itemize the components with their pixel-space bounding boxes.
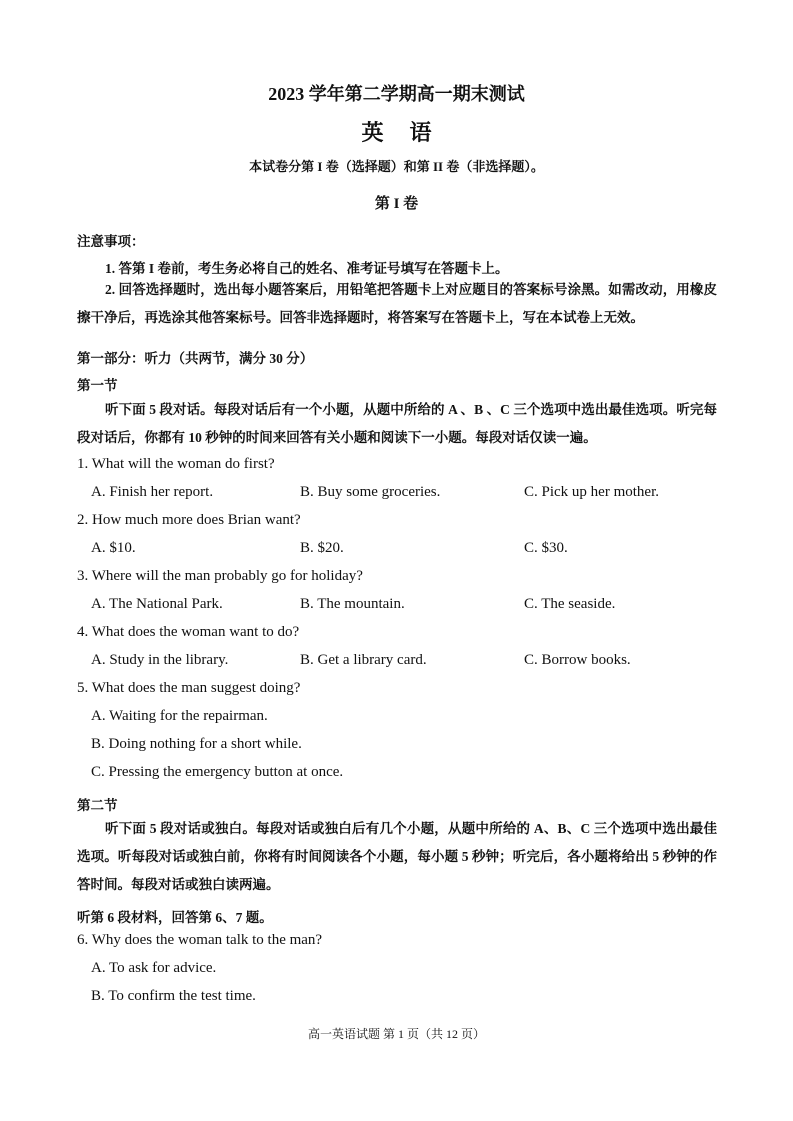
notice-heading: 注意事项： <box>77 234 145 249</box>
q6-option-b: B. To confirm the test time. <box>91 988 256 1004</box>
exam-title: 2023 学年第二学期高一期末测试 <box>268 84 525 104</box>
q5-option-c: C. Pressing the emergency button at once. <box>91 764 344 780</box>
q1-option-a: A. Finish her report. <box>91 484 214 500</box>
question-2: 2. How much more does Brian want? <box>77 512 301 528</box>
section1-instructions: 听下面 5 段对话。每段对话后有一个小题，从题中所给的 A 、B 、C 三个选项中选出最佳选项。听完每段对话后，你都有 10 秒钟的时间来回答有关小题和阅读下一小题。每段对话仅读一遍。 <box>77 402 717 445</box>
part1-heading: 第一部分：听力（共两节，满分 30 分） <box>77 351 314 366</box>
notice-item-1: 1. 答第 I 卷前，考生务必将自己的姓名、准考证号填写在答题卡上。 <box>105 261 509 276</box>
q1-option-b: B. Buy some groceries. <box>300 484 441 500</box>
q2-option-b: B. $20. <box>300 540 344 556</box>
section2-heading: 第二节 <box>77 798 118 813</box>
q5-option-b: B. Doing nothing for a short while. <box>91 736 302 752</box>
question-3: 3. Where will the man probably go for holiday? <box>77 568 363 584</box>
q6-option-a: A. To ask for advice. <box>91 960 217 976</box>
q3-option-b: B. The mountain. <box>300 596 405 612</box>
q3-option-a: A. The National Park. <box>91 596 223 612</box>
paper-structure-note: 本试卷分第 I 卷（选择题）和第 II 卷（非选择题）。 <box>249 159 544 174</box>
q4-option-b: B. Get a library card. <box>300 652 427 668</box>
page-footer: 高一英语试题 第 1 页（共 12 页） <box>307 1027 485 1041</box>
material-6-note: 听第 6 段材料，回答第 6、7 题。 <box>77 910 273 925</box>
volume-heading: 第 I 卷 <box>374 196 419 212</box>
section1-heading: 第一节 <box>77 378 118 393</box>
question-6: 6. Why does the woman talk to the man? <box>77 932 323 948</box>
question-5: 5. What does the man suggest doing? <box>77 680 301 696</box>
question-4: 4. What does the woman want to do? <box>77 624 300 640</box>
q1-option-c: C. Pick up her mother. <box>524 484 659 500</box>
q3-option-c: C. The seaside. <box>524 596 616 612</box>
q4-option-c: C. Borrow books. <box>524 652 631 668</box>
q2-option-c: C. $30. <box>524 540 568 556</box>
q4-option-a: A. Study in the library. <box>91 652 229 668</box>
q2-option-a: A. $10. <box>91 540 136 556</box>
q5-option-a: A. Waiting for the repairman. <box>91 708 268 724</box>
notice-item-2: 2. 回答选择题时，选出每小题答案后，用铅笔把答题卡上对应题目的答案标号涂黑。如需改动，用橡皮擦干净后，再选涂其他答案标号。回答非选择题时，将答案写在答题卡上，写在本试卷上无效。 <box>77 282 717 325</box>
section2-instructions: 听下面 5 段对话或独白。每段对话或独白后有几个小题，从题中所给的 A、B、C 三个选项中选出最佳选项。听每段对话或独白前，你将有时间阅读各个小题，每小题 5 秒钟；听完后，各小题将给出 5 秒钟的作答时间。每段对话或独白读两遍。 <box>77 821 717 892</box>
question-1: 1. What will the woman do first? <box>77 456 275 472</box>
subject-title: 英语 <box>361 120 458 145</box>
